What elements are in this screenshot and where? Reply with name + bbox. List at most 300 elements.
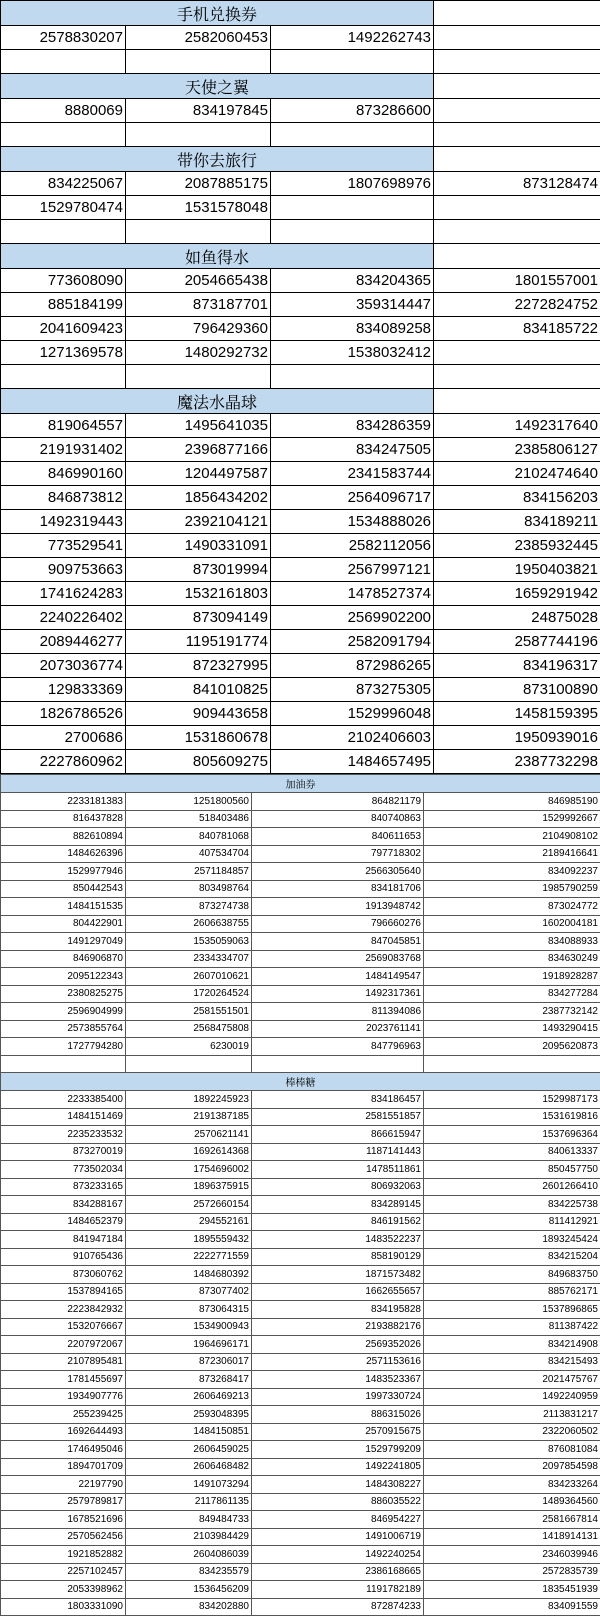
cell[interactable]: 804422901 xyxy=(1,915,126,933)
cell[interactable]: 1489364560 xyxy=(424,1493,600,1511)
cell[interactable]: 806932063 xyxy=(252,1178,424,1196)
cell[interactable]: 2233181383 xyxy=(1,793,126,811)
cell[interactable]: 796660276 xyxy=(252,915,424,933)
cell[interactable]: 1493290415 xyxy=(424,1020,600,1038)
cell[interactable]: 872327995 xyxy=(126,654,271,678)
cell[interactable]: 2596904999 xyxy=(1,1003,126,1021)
cell[interactable]: 2572835739 xyxy=(424,1563,600,1581)
cell[interactable]: 2021475767 xyxy=(424,1371,600,1389)
cell[interactable]: 1480292732 xyxy=(126,341,271,365)
cell[interactable]: 834202880 xyxy=(126,1598,252,1616)
cell[interactable]: 910765436 xyxy=(1,1248,126,1266)
cell[interactable] xyxy=(271,123,434,147)
cell[interactable]: 2233385400 xyxy=(1,1091,126,1109)
cell[interactable]: 24875028 xyxy=(434,606,600,630)
cell[interactable] xyxy=(434,50,600,74)
cell[interactable]: 1484151469 xyxy=(1,1108,126,1126)
cell[interactable] xyxy=(434,244,600,269)
cell[interactable]: 2581667814 xyxy=(424,1511,600,1529)
cell[interactable]: 834089258 xyxy=(271,317,434,341)
cell[interactable]: 873286600 xyxy=(271,99,434,123)
cell[interactable]: 909753663 xyxy=(1,558,126,582)
cell[interactable]: 1484657495 xyxy=(271,750,434,774)
cell[interactable]: 2571153616 xyxy=(252,1353,424,1371)
cell[interactable]: 2191931402 xyxy=(1,438,126,462)
cell[interactable]: 841010825 xyxy=(126,678,271,702)
cell[interactable]: 1491006719 xyxy=(252,1528,424,1546)
cell[interactable]: 1204497587 xyxy=(126,462,271,486)
cell[interactable]: 1534900943 xyxy=(126,1318,252,1336)
cell[interactable]: 2095620873 xyxy=(424,1038,600,1056)
cell[interactable] xyxy=(1,220,126,244)
cell[interactable]: 294552161 xyxy=(126,1213,252,1231)
cell[interactable]: 834185722 xyxy=(434,317,600,341)
cell[interactable]: 886035522 xyxy=(252,1493,424,1511)
cell[interactable]: 2191387185 xyxy=(126,1108,252,1126)
cell[interactable]: 1478527374 xyxy=(271,582,434,606)
cell[interactable]: 811387422 xyxy=(424,1318,600,1336)
cell[interactable]: 1893245424 xyxy=(424,1231,600,1249)
cell[interactable]: 2385806127 xyxy=(434,438,600,462)
cell[interactable]: 129833369 xyxy=(1,678,126,702)
cell[interactable]: 1950939016 xyxy=(434,726,600,750)
cell[interactable]: 1529987173 xyxy=(424,1091,600,1109)
cell[interactable]: 1484626396 xyxy=(1,845,126,863)
cell[interactable]: 840781068 xyxy=(126,828,252,846)
cell[interactable]: 2582091794 xyxy=(271,630,434,654)
cell[interactable]: 6230019 xyxy=(126,1038,252,1056)
cell[interactable]: 1985790259 xyxy=(424,880,600,898)
cell[interactable]: 1531860678 xyxy=(126,726,271,750)
cell[interactable]: 840613337 xyxy=(424,1143,600,1161)
cell[interactable]: 773529541 xyxy=(1,534,126,558)
cell[interactable]: 834092237 xyxy=(424,863,600,881)
cell[interactable]: 1801557001 xyxy=(434,269,600,293)
cell[interactable]: 873187701 xyxy=(126,293,271,317)
cell[interactable]: 1484680392 xyxy=(126,1266,252,1284)
cell[interactable]: 2601266410 xyxy=(424,1178,600,1196)
cell[interactable]: 796429360 xyxy=(126,317,271,341)
cell[interactable]: 873275305 xyxy=(271,678,434,702)
cell[interactable]: 834181706 xyxy=(252,880,424,898)
cell[interactable]: 2240226402 xyxy=(1,606,126,630)
cell[interactable]: 872874233 xyxy=(252,1598,424,1616)
cell[interactable]: 1950403821 xyxy=(434,558,600,582)
section-title[interactable]: 棒棒糖 xyxy=(1,1073,600,1091)
cell[interactable]: 834630249 xyxy=(424,950,600,968)
cell[interactable]: 2041609423 xyxy=(1,317,126,341)
cell[interactable]: 1781455697 xyxy=(1,1371,126,1389)
cell[interactable]: 909443658 xyxy=(126,702,271,726)
cell[interactable]: 873274738 xyxy=(126,898,252,916)
cell[interactable]: 834225067 xyxy=(1,172,126,196)
cell[interactable]: 834215493 xyxy=(424,1353,600,1371)
cell[interactable]: 1492319443 xyxy=(1,510,126,534)
cell[interactable]: 1534888026 xyxy=(271,510,434,534)
cell[interactable]: 797718302 xyxy=(252,845,424,863)
cell[interactable]: 2387732142 xyxy=(424,1003,600,1021)
cell[interactable] xyxy=(424,1055,600,1073)
cell[interactable]: 834091559 xyxy=(424,1598,600,1616)
cell[interactable]: 834195828 xyxy=(252,1301,424,1319)
cell[interactable] xyxy=(1,123,126,147)
cell[interactable]: 1921852882 xyxy=(1,1546,126,1564)
cell[interactable]: 407534704 xyxy=(126,845,252,863)
cell[interactable]: 2222771559 xyxy=(126,1248,252,1266)
cell[interactable]: 2566305640 xyxy=(252,863,424,881)
cell[interactable]: 847796963 xyxy=(252,1038,424,1056)
cell[interactable]: 873064315 xyxy=(126,1301,252,1319)
cell[interactable]: 1529780474 xyxy=(1,196,126,220)
cell[interactable] xyxy=(434,74,600,99)
cell[interactable]: 2570915675 xyxy=(252,1423,424,1441)
cell[interactable]: 1187141443 xyxy=(252,1143,424,1161)
cell[interactable]: 882610894 xyxy=(1,828,126,846)
cell[interactable]: 2107895481 xyxy=(1,1353,126,1371)
cell[interactable]: 2087885175 xyxy=(126,172,271,196)
cell[interactable]: 846873812 xyxy=(1,486,126,510)
cell[interactable] xyxy=(434,220,600,244)
cell[interactable]: 834289145 xyxy=(252,1196,424,1214)
cell[interactable]: 849484733 xyxy=(126,1511,252,1529)
cell[interactable] xyxy=(271,196,434,220)
cell[interactable]: 1271369578 xyxy=(1,341,126,365)
cell[interactable]: 1536456209 xyxy=(126,1581,252,1599)
cell[interactable]: 2103984429 xyxy=(126,1528,252,1546)
cell[interactable] xyxy=(434,1,600,26)
cell[interactable]: 2322060502 xyxy=(424,1423,600,1441)
cell[interactable]: 1532161803 xyxy=(126,582,271,606)
cell[interactable]: 872986265 xyxy=(271,654,434,678)
cell[interactable]: 1484149547 xyxy=(252,968,424,986)
cell[interactable]: 1602004181 xyxy=(424,915,600,933)
section-title[interactable]: 天使之翼 xyxy=(1,74,434,99)
cell[interactable]: 2572660154 xyxy=(126,1196,252,1214)
cell[interactable]: 811412921 xyxy=(424,1213,600,1231)
cell[interactable]: 2334334707 xyxy=(126,950,252,968)
cell[interactable]: 840740863 xyxy=(252,810,424,828)
cell[interactable]: 834196317 xyxy=(434,654,600,678)
cell[interactable]: 1491297049 xyxy=(1,933,126,951)
cell[interactable]: 885184199 xyxy=(1,293,126,317)
section-title[interactable]: 魔法水晶球 xyxy=(1,389,434,414)
cell[interactable]: 2569352026 xyxy=(252,1336,424,1354)
cell[interactable]: 359314447 xyxy=(271,293,434,317)
cell[interactable]: 873060762 xyxy=(1,1266,126,1284)
cell[interactable]: 1478511861 xyxy=(252,1161,424,1179)
cell[interactable]: 1491073294 xyxy=(126,1476,252,1494)
cell[interactable]: 1529799209 xyxy=(252,1441,424,1459)
cell[interactable]: 2569083768 xyxy=(252,950,424,968)
cell[interactable]: 1492240254 xyxy=(252,1546,424,1564)
cell[interactable]: 872306017 xyxy=(126,1353,252,1371)
cell[interactable] xyxy=(434,99,600,123)
cell[interactable]: 873100890 xyxy=(434,678,600,702)
cell[interactable]: 2579789817 xyxy=(1,1493,126,1511)
cell[interactable]: 834225738 xyxy=(424,1196,600,1214)
cell[interactable]: 805609275 xyxy=(126,750,271,774)
cell[interactable]: 811394086 xyxy=(252,1003,424,1021)
cell[interactable]: 1727794280 xyxy=(1,1038,126,1056)
cell[interactable] xyxy=(126,123,271,147)
cell[interactable]: 773502034 xyxy=(1,1161,126,1179)
cell[interactable] xyxy=(434,389,600,414)
cell[interactable]: 1896375915 xyxy=(126,1178,252,1196)
cell[interactable]: 1418914131 xyxy=(424,1528,600,1546)
cell[interactable] xyxy=(434,147,600,172)
cell[interactable]: 834233264 xyxy=(424,1476,600,1494)
cell[interactable] xyxy=(1,1055,126,1073)
cell[interactable]: 1537894165 xyxy=(1,1283,126,1301)
cell[interactable]: 1492262743 xyxy=(271,26,434,50)
cell[interactable]: 834186457 xyxy=(252,1091,424,1109)
cell[interactable]: 2700686 xyxy=(1,726,126,750)
cell[interactable]: 885762171 xyxy=(424,1283,600,1301)
cell[interactable]: 1529996048 xyxy=(271,702,434,726)
cell[interactable]: 2095122343 xyxy=(1,968,126,986)
cell[interactable]: 846191562 xyxy=(252,1213,424,1231)
cell[interactable]: 2396877166 xyxy=(126,438,271,462)
cell[interactable]: 873233165 xyxy=(1,1178,126,1196)
cell[interactable] xyxy=(126,365,271,389)
cell[interactable] xyxy=(434,123,600,147)
cell[interactable]: 2089446277 xyxy=(1,630,126,654)
cell[interactable]: 850457750 xyxy=(424,1161,600,1179)
cell[interactable]: 1492240959 xyxy=(424,1388,600,1406)
cell[interactable]: 886315026 xyxy=(252,1406,424,1424)
cell[interactable]: 1495641035 xyxy=(126,414,271,438)
cell[interactable]: 2581551857 xyxy=(252,1108,424,1126)
cell[interactable]: 2235233532 xyxy=(1,1126,126,1144)
cell[interactable]: 1871573482 xyxy=(252,1266,424,1284)
cell[interactable]: 2582112056 xyxy=(271,534,434,558)
cell[interactable]: 2385932445 xyxy=(434,534,600,558)
cell[interactable]: 1835451939 xyxy=(424,1581,600,1599)
cell[interactable]: 2607010621 xyxy=(126,968,252,986)
cell[interactable]: 1483522237 xyxy=(252,1231,424,1249)
cell[interactable]: 2564096717 xyxy=(271,486,434,510)
cell[interactable]: 834088933 xyxy=(424,933,600,951)
cell[interactable]: 850442543 xyxy=(1,880,126,898)
cell[interactable]: 1538032412 xyxy=(271,341,434,365)
cell[interactable]: 840611653 xyxy=(252,828,424,846)
section-title[interactable]: 手机兑换券 xyxy=(1,1,434,26)
cell[interactable] xyxy=(434,26,600,50)
cell[interactable]: 834235579 xyxy=(126,1563,252,1581)
cell[interactable]: 846985190 xyxy=(424,793,600,811)
cell[interactable]: 2189416641 xyxy=(424,845,600,863)
cell[interactable] xyxy=(271,50,434,74)
cell[interactable]: 2380825275 xyxy=(1,985,126,1003)
cell[interactable]: 8880069 xyxy=(1,99,126,123)
cell[interactable]: 2346039946 xyxy=(424,1546,600,1564)
cell[interactable]: 2102406603 xyxy=(271,726,434,750)
cell[interactable]: 1529977946 xyxy=(1,863,126,881)
section-title[interactable]: 加油券 xyxy=(1,775,600,793)
cell[interactable]: 834197845 xyxy=(126,99,271,123)
cell[interactable]: 1913948742 xyxy=(252,898,424,916)
cell[interactable]: 1531619816 xyxy=(424,1108,600,1126)
cell[interactable]: 1918928287 xyxy=(424,968,600,986)
cell[interactable]: 2606638755 xyxy=(126,915,252,933)
cell[interactable]: 1964696171 xyxy=(126,1336,252,1354)
cell[interactable]: 2587744196 xyxy=(434,630,600,654)
cell[interactable]: 2117861135 xyxy=(126,1493,252,1511)
cell[interactable] xyxy=(126,50,271,74)
cell[interactable]: 1484151535 xyxy=(1,898,126,916)
cell[interactable]: 1892245923 xyxy=(126,1091,252,1109)
cell[interactable] xyxy=(434,196,600,220)
cell[interactable]: 2593048395 xyxy=(126,1406,252,1424)
cell[interactable]: 2104908102 xyxy=(424,828,600,846)
cell[interactable]: 1934907776 xyxy=(1,1388,126,1406)
cell[interactable]: 2606468482 xyxy=(126,1458,252,1476)
cell[interactable]: 873094149 xyxy=(126,606,271,630)
cell[interactable]: 2257102457 xyxy=(1,1563,126,1581)
cell[interactable]: 846906870 xyxy=(1,950,126,968)
cell[interactable]: 834189211 xyxy=(434,510,600,534)
cell[interactable]: 2053398962 xyxy=(1,1581,126,1599)
cell[interactable]: 2570562456 xyxy=(1,1528,126,1546)
cell[interactable]: 1531578048 xyxy=(126,196,271,220)
cell[interactable]: 518403486 xyxy=(126,810,252,828)
cell[interactable]: 2387732298 xyxy=(434,750,600,774)
cell[interactable]: 2568475808 xyxy=(126,1020,252,1038)
cell[interactable]: 255239425 xyxy=(1,1406,126,1424)
cell[interactable]: 858190129 xyxy=(252,1248,424,1266)
cell[interactable] xyxy=(126,1055,252,1073)
cell[interactable]: 846954227 xyxy=(252,1511,424,1529)
cell[interactable]: 816437828 xyxy=(1,810,126,828)
cell[interactable]: 866615947 xyxy=(252,1126,424,1144)
cell[interactable]: 1754696002 xyxy=(126,1161,252,1179)
cell[interactable]: 834286359 xyxy=(271,414,434,438)
cell[interactable]: 873270019 xyxy=(1,1143,126,1161)
cell[interactable] xyxy=(126,220,271,244)
cell[interactable]: 834247505 xyxy=(271,438,434,462)
cell[interactable]: 2223842932 xyxy=(1,1301,126,1319)
cell[interactable]: 834156203 xyxy=(434,486,600,510)
cell[interactable] xyxy=(271,365,434,389)
cell[interactable]: 2569902200 xyxy=(271,606,434,630)
cell[interactable]: 834288167 xyxy=(1,1196,126,1214)
cell[interactable]: 2570621141 xyxy=(126,1126,252,1144)
cell[interactable]: 1529992667 xyxy=(424,810,600,828)
cell[interactable]: 22197790 xyxy=(1,1476,126,1494)
cell[interactable]: 1483523367 xyxy=(252,1371,424,1389)
cell[interactable]: 1484308227 xyxy=(252,1476,424,1494)
cell[interactable]: 2386168665 xyxy=(252,1563,424,1581)
cell[interactable]: 834277284 xyxy=(424,985,600,1003)
cell[interactable]: 2023761141 xyxy=(252,1020,424,1038)
cell[interactable]: 2097854598 xyxy=(424,1458,600,1476)
cell[interactable]: 2102474640 xyxy=(434,462,600,486)
cell[interactable]: 1746495046 xyxy=(1,1441,126,1459)
cell[interactable]: 2272824752 xyxy=(434,293,600,317)
cell[interactable]: 1662655657 xyxy=(252,1283,424,1301)
cell[interactable]: 1895559432 xyxy=(126,1231,252,1249)
cell[interactable]: 2606469213 xyxy=(126,1388,252,1406)
cell[interactable]: 2341583744 xyxy=(271,462,434,486)
cell[interactable]: 1191782189 xyxy=(252,1581,424,1599)
cell[interactable]: 873268417 xyxy=(126,1371,252,1389)
cell[interactable]: 1997330724 xyxy=(252,1388,424,1406)
cell[interactable]: 2581551501 xyxy=(126,1003,252,1021)
cell[interactable]: 847045851 xyxy=(252,933,424,951)
cell[interactable]: 873024772 xyxy=(424,898,600,916)
cell[interactable]: 1826786526 xyxy=(1,702,126,726)
cell[interactable]: 1720264524 xyxy=(126,985,252,1003)
cell[interactable]: 864821179 xyxy=(252,793,424,811)
cell[interactable]: 2571184857 xyxy=(126,863,252,881)
cell[interactable]: 2578830207 xyxy=(1,26,126,50)
cell[interactable]: 2606459025 xyxy=(126,1441,252,1459)
cell[interactable] xyxy=(434,365,600,389)
cell[interactable]: 2582060453 xyxy=(126,26,271,50)
cell[interactable]: 1458159395 xyxy=(434,702,600,726)
cell[interactable]: 1741624283 xyxy=(1,582,126,606)
cell[interactable]: 1484652379 xyxy=(1,1213,126,1231)
cell[interactable] xyxy=(1,50,126,74)
cell[interactable] xyxy=(271,220,434,244)
cell[interactable]: 2193882176 xyxy=(252,1318,424,1336)
cell[interactable]: 1532076667 xyxy=(1,1318,126,1336)
cell[interactable]: 1692644493 xyxy=(1,1423,126,1441)
cell[interactable] xyxy=(1,365,126,389)
cell[interactable]: 1692614368 xyxy=(126,1143,252,1161)
cell[interactable]: 1195191774 xyxy=(126,630,271,654)
cell[interactable]: 1251800560 xyxy=(126,793,252,811)
cell[interactable]: 1856434202 xyxy=(126,486,271,510)
cell[interactable]: 1659291942 xyxy=(434,582,600,606)
cell[interactable]: 2113831217 xyxy=(424,1406,600,1424)
cell[interactable]: 2392104121 xyxy=(126,510,271,534)
cell[interactable]: 1484150851 xyxy=(126,1423,252,1441)
cell[interactable]: 2073036774 xyxy=(1,654,126,678)
cell[interactable]: 1490331091 xyxy=(126,534,271,558)
cell[interactable] xyxy=(434,341,600,365)
cell[interactable]: 1894701709 xyxy=(1,1458,126,1476)
cell[interactable]: 1678521696 xyxy=(1,1511,126,1529)
cell[interactable]: 2573855764 xyxy=(1,1020,126,1038)
section-title[interactable]: 带你去旅行 xyxy=(1,147,434,172)
cell[interactable]: 1803331090 xyxy=(1,1598,126,1616)
cell[interactable]: 1492317361 xyxy=(252,985,424,1003)
cell[interactable]: 2604086039 xyxy=(126,1546,252,1564)
cell[interactable]: 834215204 xyxy=(424,1248,600,1266)
cell[interactable]: 873077402 xyxy=(126,1283,252,1301)
cell[interactable]: 2227860962 xyxy=(1,750,126,774)
cell[interactable]: 2054665438 xyxy=(126,269,271,293)
cell[interactable]: 873019994 xyxy=(126,558,271,582)
cell[interactable]: 1537896865 xyxy=(424,1301,600,1319)
cell[interactable]: 773608090 xyxy=(1,269,126,293)
cell[interactable]: 2207972067 xyxy=(1,1336,126,1354)
cell[interactable]: 873128474 xyxy=(434,172,600,196)
cell[interactable]: 1492317640 xyxy=(434,414,600,438)
cell[interactable]: 803498764 xyxy=(126,880,252,898)
cell[interactable]: 1807698976 xyxy=(271,172,434,196)
cell[interactable]: 1535059063 xyxy=(126,933,252,951)
cell[interactable]: 834214908 xyxy=(424,1336,600,1354)
cell[interactable]: 876081084 xyxy=(424,1441,600,1459)
cell[interactable]: 834204365 xyxy=(271,269,434,293)
cell[interactable]: 1492241805 xyxy=(252,1458,424,1476)
cell[interactable]: 1537696364 xyxy=(424,1126,600,1144)
cell[interactable]: 846990160 xyxy=(1,462,126,486)
cell[interactable]: 2567997121 xyxy=(271,558,434,582)
cell[interactable]: 849683750 xyxy=(424,1266,600,1284)
